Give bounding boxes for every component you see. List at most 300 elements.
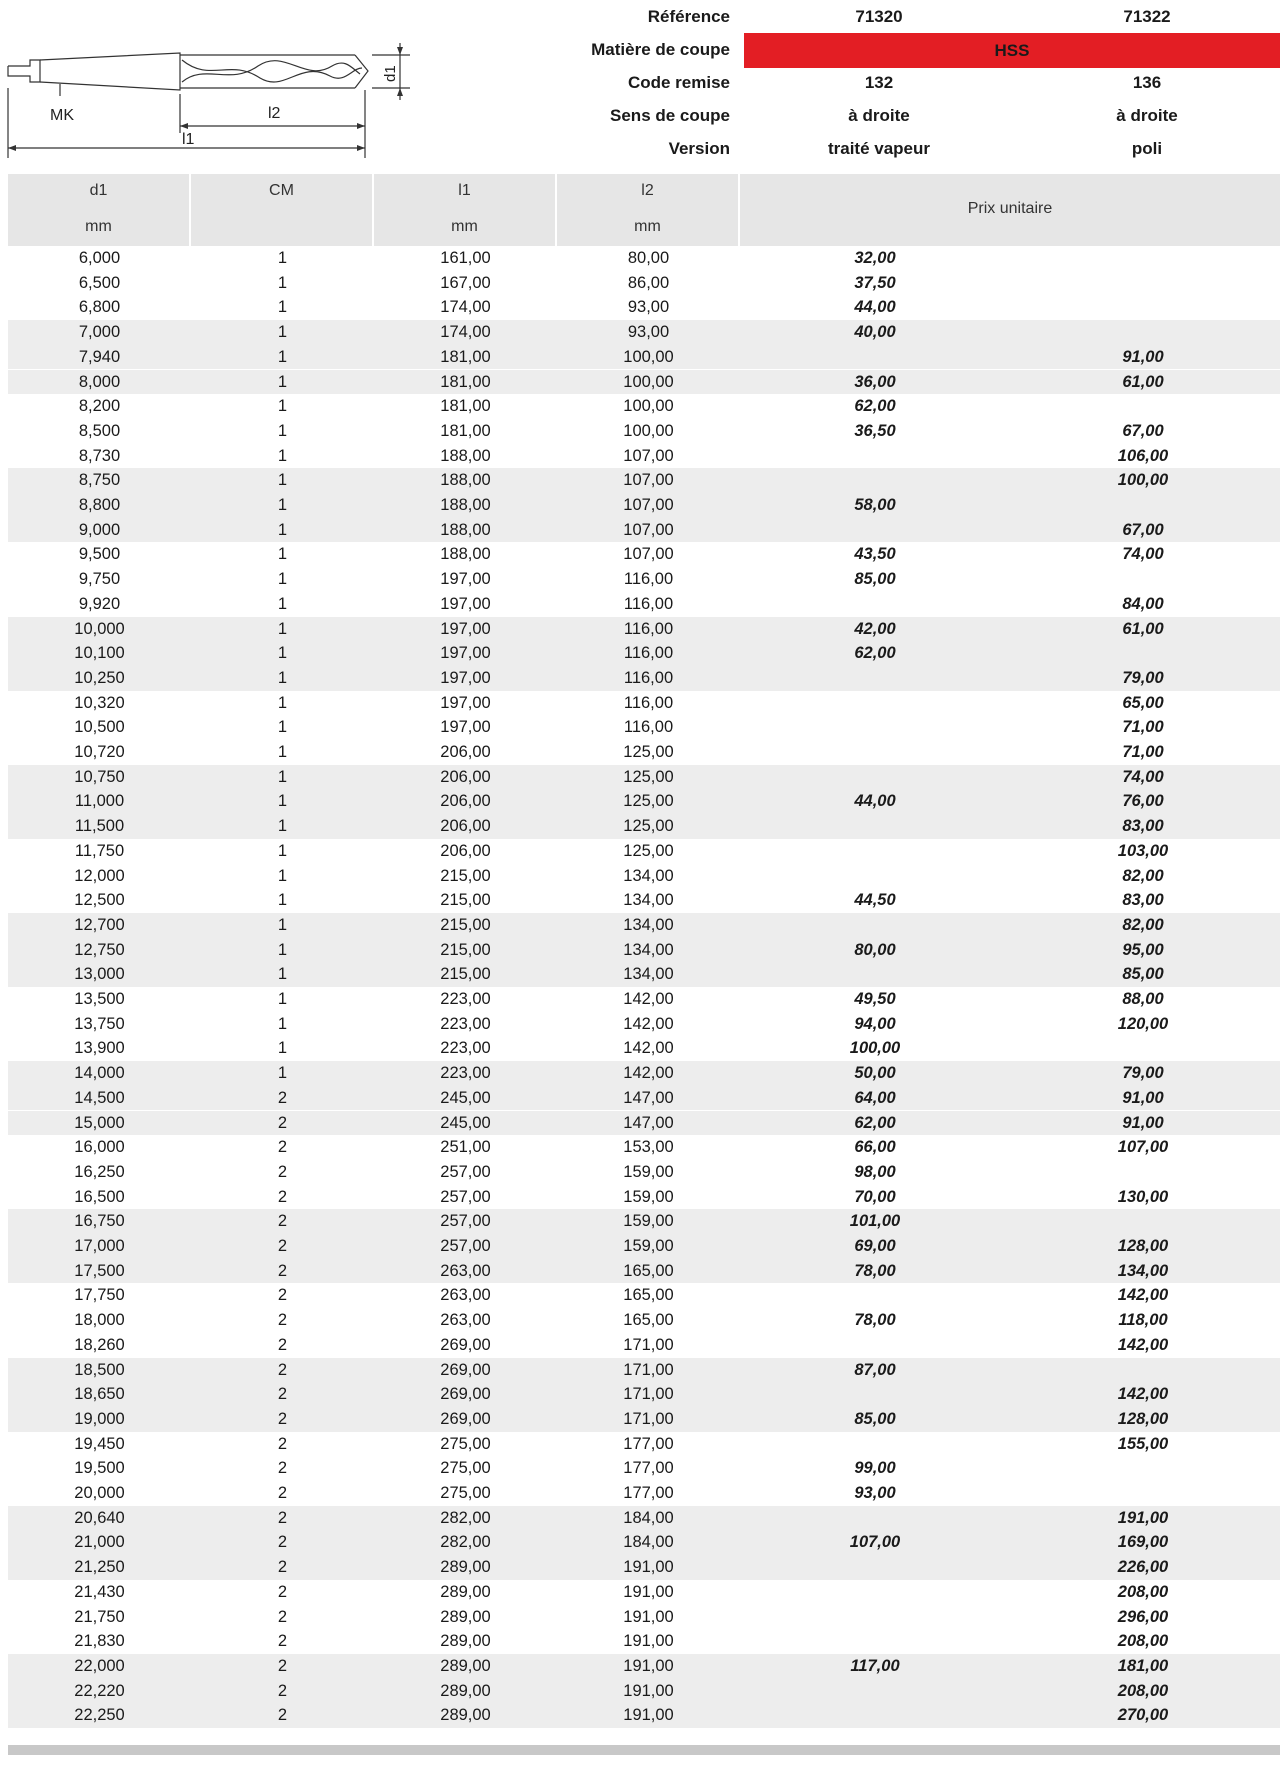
cell-cm: 1 — [277, 718, 288, 737]
header-cm-label: CM — [269, 182, 294, 199]
table-row — [8, 1333, 1280, 1358]
cell-length-l1: 269,00 — [440, 1409, 491, 1428]
cell-cm: 2 — [277, 1533, 288, 1552]
table-row — [8, 1530, 1280, 1555]
cell-cm: 2 — [277, 1484, 288, 1502]
table-row — [8, 1061, 1280, 1086]
cell-cm: 2 — [277, 1088, 288, 1107]
cell-cm: 2 — [277, 1706, 288, 1725]
cell-length-l1: 197,00 — [440, 570, 491, 589]
cell-cm: 1 — [277, 496, 288, 514]
cell-price-71322: 74,00 — [1122, 545, 1164, 564]
material-label: Matière de coupe — [591, 40, 730, 59]
cell-diameter: 10,100 — [74, 644, 125, 663]
cell-length-l2: 93,00 — [627, 298, 670, 317]
cell-diameter: 12,500 — [74, 891, 125, 910]
cell-length-l2: 125,00 — [623, 743, 674, 761]
cell-cm: 2 — [277, 1656, 288, 1675]
cell-length-l2: 165,00 — [623, 1261, 674, 1280]
header-cm — [191, 174, 372, 246]
cell-diameter: 6,800 — [78, 298, 121, 317]
version-value-1: traité vapeur — [827, 139, 931, 158]
cell-cm: 1 — [277, 249, 288, 267]
table-row — [8, 740, 1280, 765]
cell-diameter: 10,250 — [74, 668, 125, 687]
cell-length-l1: 206,00 — [440, 841, 491, 860]
cell-length-l2: 134,00 — [623, 915, 674, 934]
cell-diameter: 17,500 — [74, 1261, 125, 1280]
cell-price-71320: 62,00 — [854, 1113, 896, 1132]
cell-price-71320: 32,00 — [854, 249, 896, 267]
cell-length-l1: 245,00 — [440, 1088, 491, 1107]
cell-length-l2: 171,00 — [623, 1360, 674, 1379]
cell-price-71322: 61,00 — [1122, 372, 1164, 391]
table-row — [8, 518, 1280, 543]
cell-length-l2: 116,00 — [623, 693, 674, 712]
cell-length-l2: 177,00 — [623, 1484, 674, 1502]
cell-diameter: 7,000 — [78, 323, 121, 342]
header-d1-unit: mm — [85, 218, 112, 235]
cell-length-l2: 191,00 — [623, 1558, 674, 1577]
table-row — [8, 246, 1280, 271]
cell-price-71322: 118,00 — [1118, 1311, 1168, 1330]
cell-length-l1: 206,00 — [440, 767, 491, 786]
spec-version-row — [560, 132, 1280, 167]
cell-price-71322: 95,00 — [1122, 940, 1164, 959]
cell-length-l2: 142,00 — [623, 1014, 674, 1033]
cell-price-71320: 85,00 — [854, 1409, 896, 1428]
cell-diameter: 9,500 — [78, 545, 121, 564]
cell-cm: 1 — [277, 866, 288, 885]
cell-length-l1: 197,00 — [440, 619, 491, 638]
cell-length-l1: 269,00 — [440, 1335, 491, 1354]
table-row — [8, 1209, 1280, 1234]
cell-price-71322: 208,00 — [1117, 1632, 1169, 1651]
cell-price-71320: 42,00 — [854, 619, 896, 638]
cell-diameter: 21,750 — [74, 1607, 125, 1626]
table-row — [8, 1160, 1280, 1185]
cell-diameter: 10,000 — [74, 619, 125, 638]
cell-price-71320: 99,00 — [854, 1459, 896, 1478]
cell-price-71320: 117,00 — [850, 1656, 900, 1675]
cell-diameter: 7,940 — [78, 347, 121, 366]
cell-diameter: 8,500 — [78, 421, 121, 440]
cell-length-l1: 263,00 — [440, 1261, 491, 1280]
cell-cm: 1 — [277, 298, 288, 317]
table-row — [8, 789, 1280, 814]
cell-diameter: 19,450 — [74, 1434, 125, 1453]
cell-diameter: 15,000 — [74, 1113, 125, 1132]
cell-price-71320: 101,00 — [849, 1212, 901, 1231]
cell-cm: 1 — [277, 471, 288, 490]
header-l1-unit: mm — [451, 218, 478, 235]
cell-price-71320: 36,00 — [854, 372, 896, 391]
cell-price-71322: 65,00 — [1122, 693, 1164, 712]
cell-length-l2: 171,00 — [623, 1409, 674, 1428]
cell-price-71320: 62,00 — [854, 397, 896, 416]
reference-label: Référence — [647, 7, 730, 26]
table-row — [8, 468, 1280, 493]
cell-price-71320: 44,50 — [854, 891, 896, 910]
spec-reference-row — [560, 0, 1280, 35]
cell-price-71320: 44,00 — [854, 792, 896, 811]
cell-length-l1: 223,00 — [440, 1014, 491, 1033]
table-row — [8, 938, 1280, 963]
cell-length-l2: 107,00 — [623, 471, 674, 490]
spec-discount-row — [560, 66, 1280, 101]
cell-cm: 1 — [277, 545, 288, 564]
cell-cm: 2 — [277, 1508, 288, 1527]
cell-price-71320: 78,00 — [854, 1261, 896, 1280]
cell-cm: 1 — [277, 397, 288, 416]
cell-price-71320: 70,00 — [854, 1187, 896, 1206]
cell-cm: 1 — [277, 372, 288, 391]
cell-length-l2: 125,00 — [623, 767, 674, 786]
cell-length-l2: 116,00 — [623, 594, 674, 613]
cell-diameter: 12,750 — [74, 940, 125, 959]
cell-length-l2: 184,00 — [623, 1508, 674, 1527]
cell-cm: 1 — [277, 520, 288, 539]
cell-cm: 2 — [277, 1681, 288, 1700]
cell-length-l1: 289,00 — [440, 1558, 491, 1577]
cell-cm: 2 — [277, 1409, 288, 1428]
cell-diameter: 13,750 — [74, 1014, 125, 1033]
cell-price-71320: 85,00 — [854, 570, 896, 589]
cell-length-l1: 206,00 — [440, 743, 491, 761]
cell-length-l2: 134,00 — [623, 866, 674, 885]
table-row — [8, 1185, 1280, 1210]
cell-cm: 2 — [277, 1607, 288, 1626]
cell-cm: 2 — [277, 1212, 288, 1231]
cell-length-l2: 116,00 — [623, 619, 674, 638]
table-row — [8, 1679, 1280, 1704]
cell-diameter: 13,500 — [74, 990, 125, 1008]
table-row — [8, 1358, 1280, 1383]
cell-diameter: 18,000 — [74, 1311, 125, 1330]
table-row — [8, 1654, 1280, 1679]
cell-price-71322: 128,00 — [1117, 1409, 1169, 1428]
reference-value-2: 71322 — [1123, 7, 1171, 26]
cell-length-l2: 159,00 — [623, 1187, 674, 1206]
cell-diameter: 9,750 — [78, 570, 121, 589]
cell-price-71322: 83,00 — [1122, 817, 1164, 836]
cell-cm: 1 — [277, 446, 288, 465]
cell-price-71322: 191,00 — [1117, 1508, 1169, 1527]
discount-code-label: Code remise — [627, 73, 730, 92]
cell-length-l2: 191,00 — [623, 1607, 674, 1626]
cell-length-l2: 147,00 — [623, 1088, 674, 1107]
table-row — [8, 617, 1280, 642]
cell-price-71322: 74,00 — [1122, 767, 1164, 786]
cell-length-l1: 257,00 — [440, 1212, 491, 1231]
cell-diameter: 6,500 — [78, 273, 121, 292]
cell-price-71322: 71,00 — [1122, 718, 1164, 737]
cell-price-71320: 36,50 — [854, 421, 896, 440]
version-value-2: poli — [1131, 139, 1163, 158]
table-row — [8, 1012, 1280, 1037]
cell-price-71322: 296,00 — [1117, 1607, 1169, 1626]
cell-length-l2: 134,00 — [623, 940, 674, 959]
cell-length-l2: 191,00 — [623, 1681, 674, 1700]
table-row — [8, 444, 1280, 469]
cell-length-l2: 107,00 — [623, 520, 674, 539]
cell-length-l1: 181,00 — [440, 421, 491, 440]
cell-cm: 1 — [277, 915, 288, 934]
cell-cm: 2 — [277, 1138, 288, 1157]
table-row — [8, 839, 1280, 864]
cell-length-l1: 188,00 — [440, 471, 491, 490]
cell-length-l2: 100,00 — [623, 421, 674, 440]
cell-length-l2: 107,00 — [623, 545, 674, 564]
cell-cm: 1 — [277, 570, 288, 589]
cell-diameter: 9,000 — [78, 520, 121, 539]
table-row — [8, 271, 1280, 296]
cell-price-71322: 84,00 — [1122, 594, 1164, 613]
table-row — [8, 1432, 1280, 1457]
table-row — [8, 1135, 1280, 1160]
cell-price-71322: 142,00 — [1117, 1385, 1169, 1404]
cell-diameter: 6,000 — [78, 249, 121, 267]
cell-length-l2: 153,00 — [623, 1138, 674, 1157]
cell-length-l1: 197,00 — [440, 594, 491, 613]
cell-length-l1: 197,00 — [440, 693, 491, 712]
cell-price-71322: 208,00 — [1117, 1582, 1169, 1601]
cell-length-l2: 134,00 — [623, 965, 674, 984]
cell-length-l1: 275,00 — [440, 1434, 491, 1453]
cell-length-l1: 188,00 — [440, 520, 491, 539]
cell-price-71322: 85,00 — [1122, 965, 1164, 984]
cell-cm: 2 — [277, 1113, 288, 1132]
cell-diameter: 21,250 — [74, 1558, 125, 1577]
cell-cm: 1 — [277, 767, 288, 786]
cell-length-l1: 289,00 — [440, 1681, 491, 1700]
cell-price-71322: 91,00 — [1122, 1088, 1164, 1107]
cell-length-l1: 269,00 — [440, 1385, 491, 1404]
cell-length-l1: 188,00 — [440, 496, 491, 514]
table-row — [8, 493, 1280, 518]
table-row — [8, 864, 1280, 889]
cell-cm: 1 — [277, 1039, 288, 1058]
cell-length-l1: 282,00 — [440, 1508, 491, 1527]
cell-length-l2: 142,00 — [623, 1039, 674, 1058]
cell-length-l1: 269,00 — [440, 1360, 491, 1379]
cell-diameter: 16,250 — [74, 1162, 125, 1181]
cell-price-71320: 62,00 — [854, 644, 896, 663]
header-unit-price-label: Prix unitaire — [967, 200, 1053, 217]
cell-price-71322: 134,00 — [1117, 1261, 1169, 1280]
table-row — [8, 567, 1280, 592]
cell-price-71320: 87,00 — [854, 1360, 896, 1379]
cell-length-l1: 263,00 — [440, 1286, 491, 1305]
header-d1 — [8, 174, 189, 246]
cell-length-l1: 223,00 — [440, 1064, 491, 1083]
drill-diagram — [0, 38, 420, 168]
cell-diameter: 10,320 — [74, 693, 125, 712]
cell-diameter: 18,260 — [74, 1335, 125, 1354]
cell-length-l1: 223,00 — [440, 1039, 491, 1058]
cell-length-l2: 165,00 — [623, 1311, 674, 1330]
cell-diameter: 9,920 — [78, 594, 121, 613]
d1-label: d1 — [382, 65, 399, 82]
table-row — [8, 1506, 1280, 1531]
l2-label: l2 — [268, 105, 281, 122]
table-row — [8, 888, 1280, 913]
cell-diameter: 8,200 — [78, 397, 121, 416]
cell-diameter: 22,000 — [74, 1656, 125, 1675]
reference-value-1: 71320 — [855, 7, 903, 26]
cell-length-l1: 263,00 — [440, 1311, 491, 1330]
cell-cm: 2 — [277, 1335, 288, 1354]
cell-cm: 1 — [277, 273, 288, 292]
cell-length-l1: 206,00 — [440, 792, 491, 811]
cell-price-71320: 37,50 — [854, 273, 896, 292]
table-row — [8, 1382, 1280, 1407]
cell-length-l1: 215,00 — [440, 915, 491, 934]
cell-price-71322: 79,00 — [1122, 668, 1164, 687]
cell-cm: 2 — [277, 1286, 288, 1305]
material-value: HSS — [994, 41, 1030, 60]
header-l2 — [557, 174, 738, 246]
header-d1-label: d1 — [89, 182, 108, 199]
cell-price-71322: 181,00 — [1117, 1656, 1169, 1675]
cell-price-71322: 71,00 — [1122, 743, 1164, 761]
table-row — [8, 987, 1280, 1012]
cell-length-l1: 289,00 — [440, 1706, 491, 1725]
cell-price-71322: 76,00 — [1122, 792, 1164, 811]
table-row — [8, 1580, 1280, 1605]
cell-diameter: 19,000 — [74, 1409, 125, 1428]
cell-diameter: 22,250 — [74, 1706, 125, 1725]
cell-cm: 1 — [277, 792, 288, 811]
cell-length-l2: 171,00 — [623, 1335, 674, 1354]
cell-length-l1: 188,00 — [440, 446, 491, 465]
cell-diameter: 11,000 — [74, 792, 125, 811]
cell-price-71322: 142,00 — [1117, 1335, 1169, 1354]
l1-label: l1 — [182, 131, 195, 148]
cell-length-l1: 188,00 — [440, 545, 491, 564]
cell-length-l2: 184,00 — [623, 1533, 674, 1552]
table-row — [8, 1111, 1280, 1136]
cell-diameter: 17,750 — [74, 1286, 125, 1305]
cell-length-l2: 177,00 — [623, 1434, 674, 1453]
table-row — [8, 1036, 1280, 1061]
header-unit-price — [740, 174, 1280, 246]
cell-diameter: 16,750 — [74, 1212, 125, 1231]
cell-price-71320: 94,00 — [854, 1014, 896, 1033]
cell-diameter: 8,730 — [78, 446, 121, 465]
table-row — [8, 1234, 1280, 1259]
cell-length-l2: 116,00 — [623, 570, 674, 589]
cell-cm: 1 — [277, 347, 288, 366]
cell-price-71322: 155,00 — [1117, 1434, 1169, 1453]
cell-diameter: 14,500 — [74, 1088, 125, 1107]
version-label: Version — [668, 139, 730, 158]
cell-length-l2: 191,00 — [623, 1656, 674, 1675]
cell-diameter: 19,500 — [74, 1459, 125, 1478]
cell-length-l1: 289,00 — [440, 1656, 491, 1675]
cell-length-l1: 289,00 — [440, 1607, 491, 1626]
cell-price-71320: 50,00 — [854, 1064, 896, 1083]
cell-cm: 1 — [277, 668, 288, 687]
cell-price-71320: 58,00 — [854, 496, 896, 514]
cell-diameter: 8,800 — [78, 496, 121, 514]
cell-cm: 1 — [277, 891, 288, 910]
table-row — [8, 1481, 1280, 1506]
table-row — [8, 592, 1280, 617]
cell-length-l2: 142,00 — [623, 1064, 674, 1083]
cell-cm: 2 — [277, 1558, 288, 1577]
cell-price-71322: 82,00 — [1122, 915, 1164, 934]
cell-length-l2: 116,00 — [623, 668, 674, 687]
table-row — [8, 666, 1280, 691]
cell-price-71322: 226,00 — [1117, 1558, 1169, 1577]
cell-diameter: 20,000 — [74, 1484, 125, 1502]
cell-length-l2: 191,00 — [623, 1582, 674, 1601]
cell-price-71322: 107,00 — [1117, 1138, 1169, 1157]
cell-diameter: 8,750 — [78, 471, 121, 490]
cell-price-71322: 88,00 — [1122, 990, 1164, 1008]
cell-price-71322: 103,00 — [1117, 841, 1169, 860]
header-l1 — [374, 174, 555, 246]
table-row — [8, 962, 1280, 987]
cell-cm: 2 — [277, 1237, 288, 1255]
cell-price-71322: 67,00 — [1122, 520, 1164, 539]
cell-diameter: 11,500 — [74, 817, 125, 836]
cell-diameter: 11,750 — [74, 841, 125, 860]
cell-cm: 2 — [277, 1632, 288, 1651]
cell-length-l1: 215,00 — [440, 940, 491, 959]
table-row — [8, 715, 1280, 740]
cell-diameter: 16,000 — [74, 1138, 125, 1157]
cell-length-l1: 289,00 — [440, 1632, 491, 1651]
cell-cm: 1 — [277, 743, 288, 761]
cell-cm: 2 — [277, 1162, 288, 1181]
cell-diameter: 8,000 — [78, 372, 121, 391]
cell-length-l1: 282,00 — [440, 1533, 491, 1552]
cell-price-71320: 69,00 — [854, 1237, 896, 1255]
cell-length-l2: 134,00 — [623, 891, 674, 910]
cell-length-l2: 100,00 — [623, 372, 674, 391]
cell-cm: 1 — [277, 817, 288, 836]
cell-length-l2: 116,00 — [623, 718, 674, 737]
cell-price-71322: 128,00 — [1117, 1237, 1169, 1255]
header-l2-unit: mm — [634, 218, 661, 235]
cell-cm: 1 — [277, 619, 288, 638]
cell-diameter: 18,650 — [74, 1385, 125, 1404]
table-row — [8, 691, 1280, 716]
cell-length-l1: 181,00 — [440, 397, 491, 416]
cell-diameter: 21,430 — [74, 1582, 125, 1601]
cell-length-l1: 197,00 — [440, 644, 491, 663]
cell-cm: 2 — [277, 1261, 288, 1280]
cell-price-71322: 79,00 — [1122, 1064, 1164, 1083]
cell-length-l2: 100,00 — [623, 347, 674, 366]
material-badge — [744, 33, 1280, 68]
table-row — [8, 1283, 1280, 1308]
cell-price-71322: 82,00 — [1122, 866, 1164, 885]
cut-direction-value-2: à droite — [1116, 106, 1178, 125]
table-row — [8, 542, 1280, 567]
cell-price-71322: 100,00 — [1117, 471, 1169, 490]
cell-length-l2: 159,00 — [623, 1237, 674, 1255]
cell-length-l1: 174,00 — [440, 323, 491, 342]
cell-length-l2: 191,00 — [623, 1706, 674, 1725]
table-row — [8, 1086, 1280, 1111]
cell-length-l1: 257,00 — [440, 1187, 491, 1206]
table-row — [8, 1407, 1280, 1432]
cell-diameter: 21,830 — [74, 1632, 125, 1651]
cell-cm: 2 — [277, 1459, 288, 1478]
